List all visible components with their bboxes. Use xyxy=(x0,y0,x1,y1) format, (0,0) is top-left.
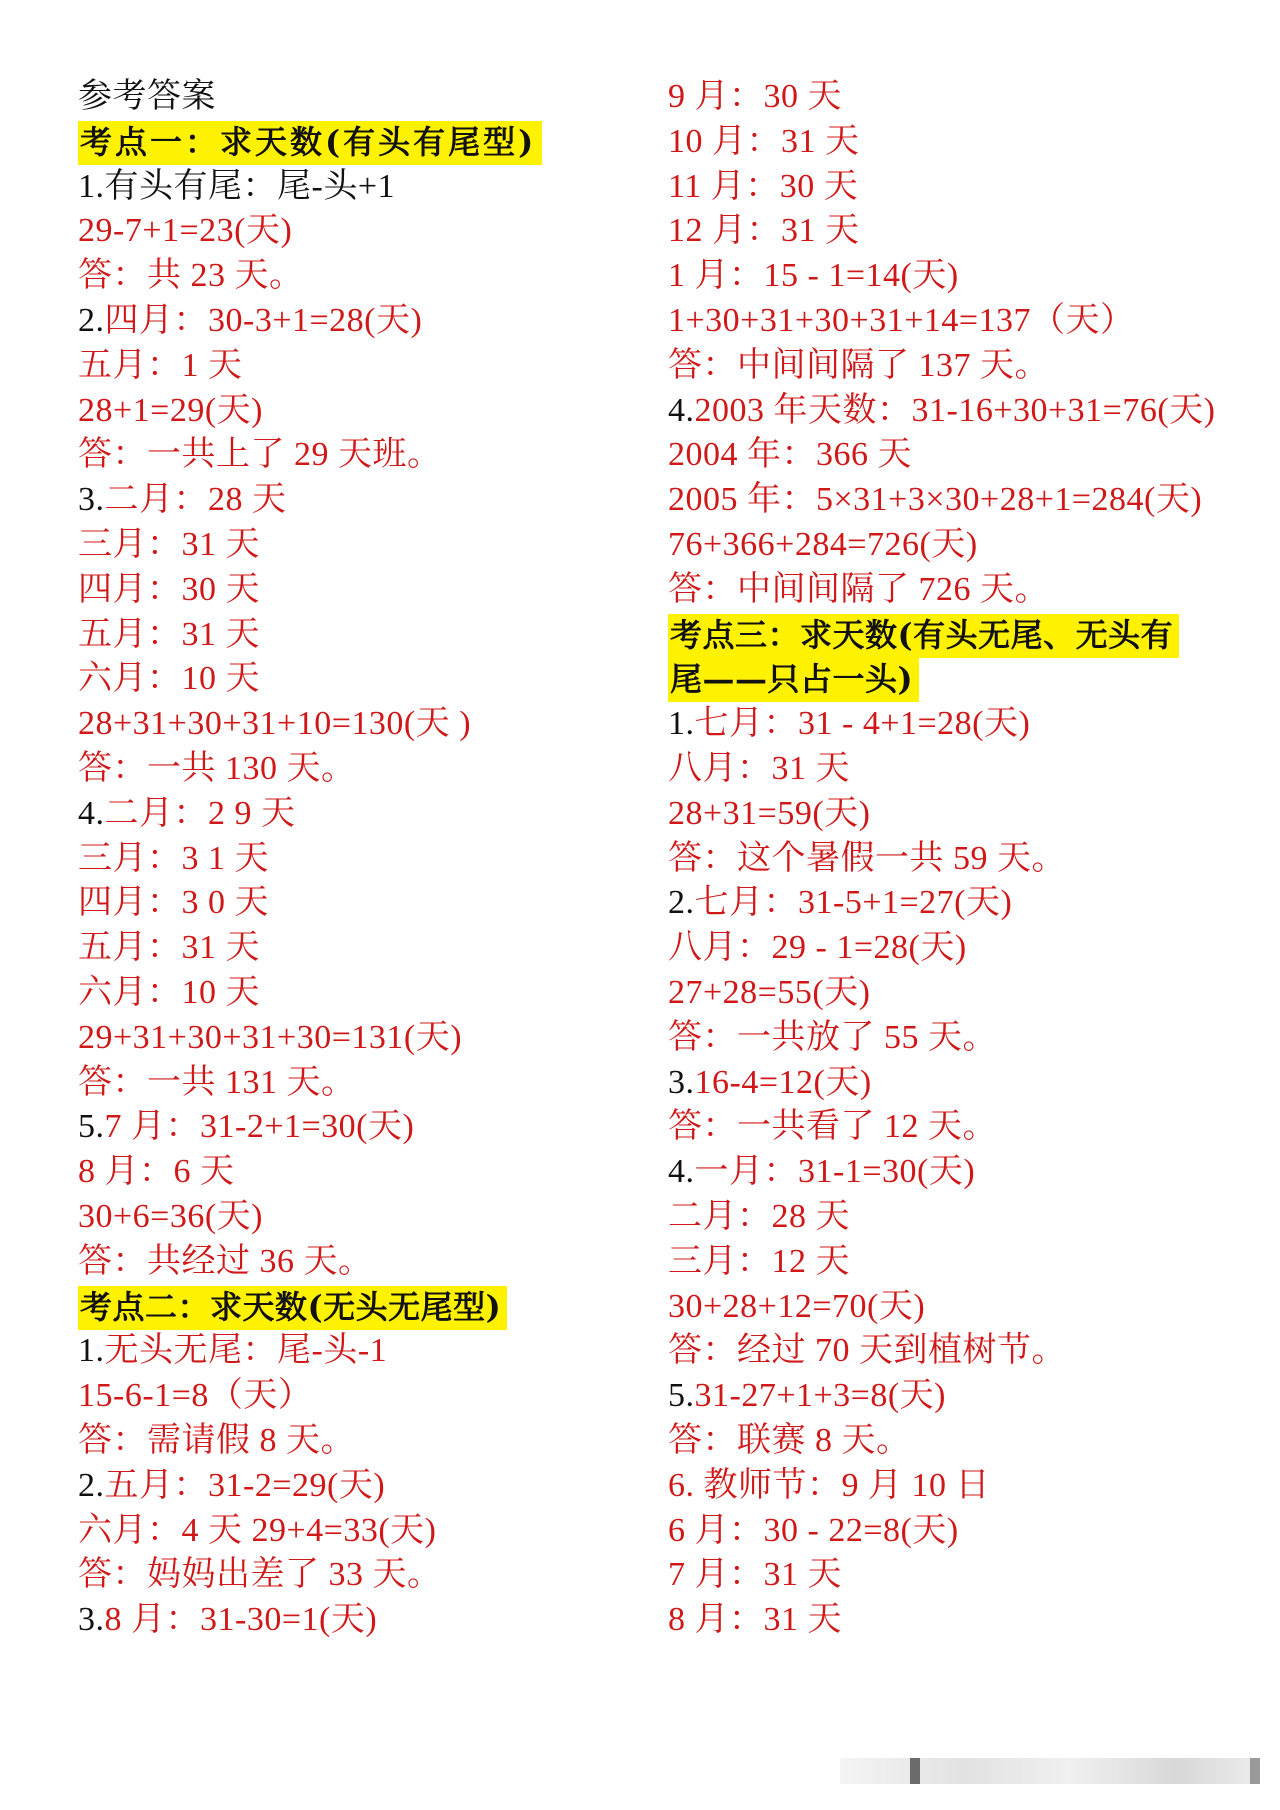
line-text: 28+31+30+31+10=130(天 ) xyxy=(78,705,472,743)
line-text: 28+31=59(天) xyxy=(668,794,871,832)
scrollbar-right-cap xyxy=(1250,1758,1260,1784)
line-text: 参考答案 xyxy=(78,78,216,115)
answer-line xyxy=(668,209,1228,254)
line-text: 2005 年：5×31+3×30+28+1=284(天) xyxy=(668,481,1203,519)
heading-text: 尾——只占一头) xyxy=(668,658,919,702)
line-text: 30+6=36(天) xyxy=(78,1197,263,1235)
answer-line xyxy=(78,568,638,613)
answer-line xyxy=(78,657,638,702)
answer-line xyxy=(78,254,638,299)
answer-line xyxy=(668,344,1228,389)
answer-line xyxy=(668,165,1228,210)
line-text: 八月：29 - 1=28(天) xyxy=(668,929,967,967)
item-number: 3. xyxy=(78,1601,105,1639)
answer-line xyxy=(78,1150,638,1195)
scrollbar-left-cap xyxy=(910,1758,920,1784)
item-number: 1. xyxy=(668,705,695,743)
line-text: 12 月：31 天 xyxy=(668,212,860,250)
answer-line xyxy=(668,1105,1228,1150)
answer-line xyxy=(668,1598,1228,1643)
answer-line xyxy=(78,1598,638,1643)
line-text: 七月：31 - 4+1=28(天) xyxy=(694,705,1031,743)
line-text: 五月：31 天 xyxy=(78,615,260,653)
heading-text: 考点二：求天数(无头无尾型) xyxy=(78,1286,507,1330)
line-text: 30+28+12=70(天) xyxy=(668,1287,926,1325)
line-text: 28+1=29(天) xyxy=(78,391,263,429)
line-text: 二月：2 9 天 xyxy=(104,794,296,832)
line-text: 二月：28 天 xyxy=(668,1197,850,1235)
line-text: 答：经过 70 天到植树节。 xyxy=(668,1332,1066,1370)
item-number: 2. xyxy=(78,1466,105,1504)
answer-line xyxy=(668,971,1228,1016)
line-text: 8 月：6 天 xyxy=(78,1153,235,1191)
answer-line xyxy=(668,1061,1228,1106)
answer-line xyxy=(668,523,1228,568)
answer-line xyxy=(78,209,638,254)
answer-line xyxy=(668,299,1228,344)
right-column xyxy=(668,75,1228,1643)
scrollbar-track[interactable] xyxy=(840,1758,1260,1784)
answer-line xyxy=(668,1285,1228,1330)
section-heading xyxy=(668,613,1228,658)
line-text: 15-6-1=8（天） xyxy=(78,1377,313,1415)
line-text: 七月：31-5+1=27(天) xyxy=(694,884,1013,922)
line-text: 答：中间间隔了 726 天。 xyxy=(668,570,1049,608)
answer-line xyxy=(668,389,1228,434)
line-text: 五月：31 天 xyxy=(78,929,260,967)
answer-line xyxy=(668,478,1228,523)
line-text: 四月：3 0 天 xyxy=(78,884,269,922)
answer-line xyxy=(78,1105,638,1150)
heading-text: 考点三：求天数(有头无尾、无头有 xyxy=(668,614,1179,658)
line-text: 9 月：30 天 xyxy=(668,78,842,115)
line-text: 29-7+1=23(天) xyxy=(78,212,293,250)
line-text: 三月：3 1 天 xyxy=(78,839,269,877)
answer-line xyxy=(78,747,638,792)
line-text: 8 月：31 天 xyxy=(668,1601,842,1639)
item-number: 2. xyxy=(668,884,695,922)
line-text: 六月：10 天 xyxy=(78,973,260,1011)
answer-line xyxy=(78,1061,638,1106)
heading-text: 考点一：求天数(有头有尾型) xyxy=(78,121,542,165)
answer-line xyxy=(668,254,1228,299)
line-text: 三月：12 天 xyxy=(668,1242,850,1280)
line-text: 五月：1 天 xyxy=(78,346,243,384)
answer-line xyxy=(78,971,638,1016)
answer-line xyxy=(668,1150,1228,1195)
answer-line xyxy=(78,613,638,658)
item-number: 1. xyxy=(78,167,105,205)
answer-line xyxy=(78,792,638,837)
item-number: 2. xyxy=(78,301,105,339)
item-number: 4. xyxy=(668,1153,695,1191)
line-text: 7 月：31-2+1=30(天) xyxy=(104,1108,415,1146)
line-text: 6. 教师节：9 月 10 日 xyxy=(668,1466,990,1504)
answer-line xyxy=(668,747,1228,792)
answer-line xyxy=(78,1553,638,1598)
line-text: 10 月：31 天 xyxy=(668,122,860,160)
line-text: 答：一共 131 天。 xyxy=(78,1063,356,1101)
answer-line xyxy=(78,1016,638,1061)
answer-line xyxy=(78,389,638,434)
answer-line xyxy=(668,1509,1228,1554)
line-text: 答：联赛 8 天。 xyxy=(668,1421,911,1459)
answer-line xyxy=(668,1240,1228,1285)
line-text: 1 月：15 - 1=14(天) xyxy=(668,257,959,295)
line-text: 答：一共看了 12 天。 xyxy=(668,1108,997,1146)
line-text: 2004 年：366 天 xyxy=(668,436,912,474)
line-text: 29+31+30+31+30=131(天) xyxy=(78,1018,463,1056)
answer-line xyxy=(668,1419,1228,1464)
line-text: 27+28=55(天) xyxy=(668,973,871,1011)
answer-line xyxy=(78,1374,638,1419)
line-text: 答：一共 130 天。 xyxy=(78,749,356,787)
answer-line xyxy=(668,1016,1228,1061)
item-number: 4. xyxy=(668,391,695,429)
answer-line xyxy=(668,1195,1228,1240)
line-text: 1+30+31+30+31+14=137（天） xyxy=(668,301,1135,339)
line-text: 6 月：30 - 22=8(天) xyxy=(668,1511,959,1549)
answer-line xyxy=(78,1329,638,1374)
answer-line xyxy=(668,837,1228,882)
line-text: 76+366+284=726(天) xyxy=(668,525,978,563)
line-text: 答：妈妈出差了 33 天。 xyxy=(78,1556,442,1594)
line-text: 四月：30 天 xyxy=(78,570,260,608)
answer-line xyxy=(78,523,638,568)
answer-line xyxy=(78,433,638,478)
line-text: 8 月：31-30=1(天) xyxy=(104,1601,378,1639)
horizontal-scrollbar[interactable] xyxy=(840,1756,1260,1786)
line-text: 三月：31 天 xyxy=(78,525,260,563)
answer-line xyxy=(78,881,638,926)
line-text: 一月：31-1=30(天) xyxy=(694,1153,976,1191)
answer-line xyxy=(78,344,638,389)
section-heading xyxy=(668,657,1228,702)
line-text: 2003 年天数：31-16+30+31=76(天) xyxy=(694,391,1216,429)
line-text: 有头有尾：尾-头+1 xyxy=(104,167,395,205)
line-text: 31-27+1+3=8(天) xyxy=(694,1377,946,1415)
answer-line xyxy=(668,926,1228,971)
left-column xyxy=(78,75,638,1643)
answer-line xyxy=(668,120,1228,165)
answer-line xyxy=(668,1464,1228,1509)
line-text: 答：需请假 8 天。 xyxy=(78,1421,355,1459)
section-heading xyxy=(78,1285,638,1330)
line-text: 7 月：31 天 xyxy=(668,1556,842,1594)
answer-line xyxy=(78,75,638,120)
item-number: 5. xyxy=(668,1377,695,1415)
answer-line xyxy=(78,1464,638,1509)
answer-line xyxy=(78,165,638,210)
line-text: 答：一共上了 29 天班。 xyxy=(78,436,442,474)
line-text: 八月：31 天 xyxy=(668,749,850,787)
answer-line xyxy=(78,1419,638,1464)
answer-line xyxy=(668,433,1228,478)
line-text: 六月：4 天 29+4=33(天) xyxy=(78,1511,437,1549)
answer-line xyxy=(78,1240,638,1285)
answer-line xyxy=(668,881,1228,926)
answer-line xyxy=(668,702,1228,747)
answer-line xyxy=(78,926,638,971)
line-text: 六月：10 天 xyxy=(78,660,260,698)
answer-line xyxy=(78,478,638,523)
line-text: 五月：31-2=29(天) xyxy=(104,1466,386,1504)
line-text: 答：一共放了 55 天。 xyxy=(668,1018,997,1056)
answer-line xyxy=(668,1374,1228,1419)
line-text: 11 月：30 天 xyxy=(668,167,859,205)
answer-line xyxy=(668,1553,1228,1598)
answer-line xyxy=(668,1329,1228,1374)
item-number: 5. xyxy=(78,1108,105,1146)
answer-line xyxy=(78,837,638,882)
section-heading xyxy=(78,120,638,165)
item-number: 3. xyxy=(668,1063,695,1101)
answer-line xyxy=(78,299,638,344)
line-text: 答：中间间隔了 137 天。 xyxy=(668,346,1049,384)
item-number: 4. xyxy=(78,794,105,832)
line-text: 答：共 23 天。 xyxy=(78,257,304,295)
line-text: 四月：30-3+1=28(天) xyxy=(104,301,423,339)
answer-line xyxy=(668,792,1228,837)
line-text: 无头无尾：尾-头-1 xyxy=(104,1332,388,1370)
answer-line xyxy=(78,1509,638,1554)
answer-line xyxy=(668,568,1228,613)
line-text: 二月：28 天 xyxy=(104,481,287,519)
item-number: 3. xyxy=(78,481,105,519)
item-number: 1. xyxy=(78,1332,105,1370)
answer-line xyxy=(668,75,1228,120)
line-text: 16-4=12(天) xyxy=(694,1063,872,1101)
answer-line xyxy=(78,702,638,747)
line-text: 答：共经过 36 天。 xyxy=(78,1242,373,1280)
answer-line xyxy=(78,1195,638,1240)
line-text: 答：这个暑假一共 59 天。 xyxy=(668,839,1066,877)
